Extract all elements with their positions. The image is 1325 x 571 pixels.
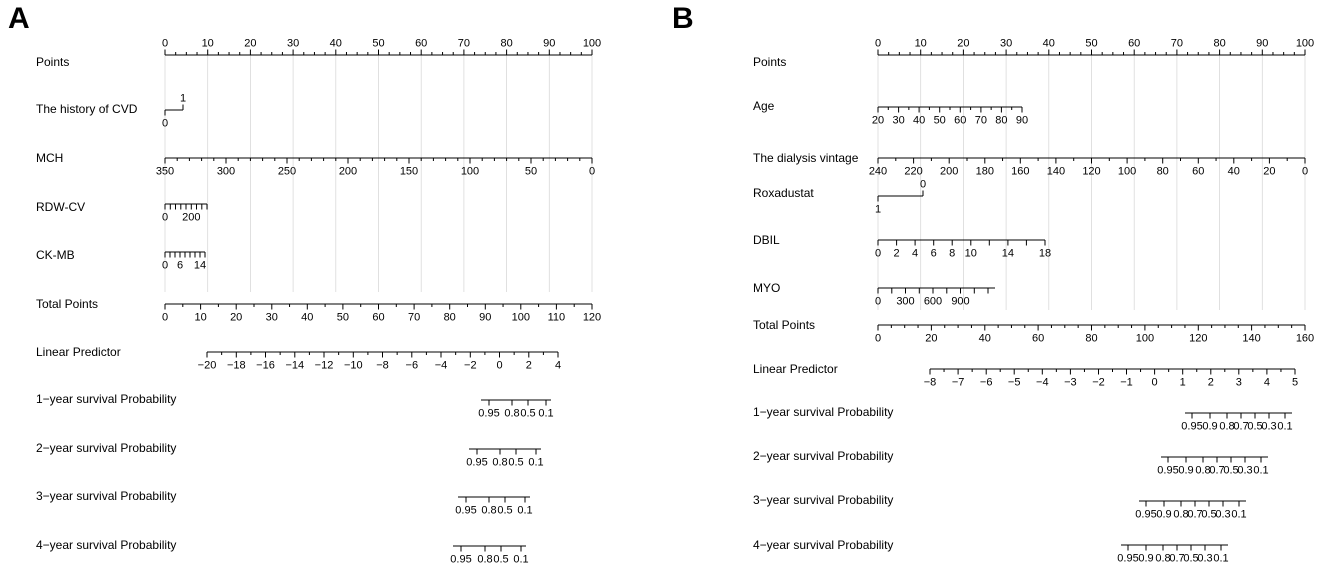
tick-label: 40 (329, 37, 342, 50)
row-label: Total Points (36, 297, 99, 311)
row-label: 4−year survival Probability (36, 538, 177, 552)
tick-label: 0 (874, 332, 882, 345)
tick-label: 200 (338, 165, 358, 178)
tick-label: 0.1 (1213, 552, 1229, 565)
row-label: 4−year survival Probability (753, 538, 894, 552)
tick-label: 8 (949, 247, 956, 260)
tick-label: 110 (547, 311, 566, 324)
tick-label: 60 (954, 114, 967, 127)
row-label: Points (753, 55, 787, 69)
tick-label: 0.1 (528, 456, 544, 469)
tick-label: 0.5 (1183, 552, 1199, 565)
tick-label: 0.8 (1195, 464, 1211, 477)
tick-label: −7 (951, 376, 965, 389)
row-label: MCH (36, 151, 64, 165)
tick-label: 0.5 (1223, 464, 1239, 477)
tick-label: 0.8 (1173, 508, 1189, 521)
tick-label: 0.8 (477, 553, 493, 566)
tick-label: 80 (500, 37, 513, 50)
tick-label: 0.95 (450, 553, 472, 566)
tick-label: 0 (161, 37, 169, 50)
row-label: RDW-CV (36, 200, 86, 214)
tick-label: 0.3 (1261, 420, 1277, 433)
tick-label: −1 (1120, 376, 1133, 389)
tick-label: 0.7 (1187, 508, 1203, 521)
row-label: Roxadustat (753, 186, 814, 200)
tick-label: 0.7 (1209, 464, 1225, 477)
tick-label: 20 (871, 114, 885, 127)
tick-label: 40 (912, 114, 926, 127)
tick-label: 70 (974, 114, 988, 127)
tick-label: 2 (525, 359, 532, 372)
tick-label: 20 (230, 311, 243, 324)
tick-label: 100 (1117, 165, 1137, 178)
tick-label: 600 (923, 295, 943, 308)
tick-label: 0 (161, 259, 169, 272)
tick-label: 0.7 (1233, 420, 1249, 433)
tick-label: 120 (1082, 165, 1101, 178)
panel-a (36, 38, 601, 566)
tick-label: 0.9 (1156, 508, 1172, 521)
tick-label: 70 (407, 311, 421, 324)
tick-label: −6 (979, 376, 993, 389)
tick-label: 0 (874, 37, 882, 50)
tick-label: 300 (216, 165, 236, 178)
tick-label: 50 (336, 311, 350, 324)
tick-label: 0.5 (1247, 420, 1263, 433)
tick-label: 1 (179, 92, 187, 105)
tick-label: 0 (919, 178, 927, 191)
tick-label: 60 (415, 37, 428, 50)
row-label: 3−year survival Probability (36, 489, 177, 503)
tick-label: 40 (978, 332, 991, 345)
tick-label: −5 (1007, 376, 1021, 389)
tick-label: 0.3 (1215, 508, 1231, 521)
row-label: MYO (753, 281, 781, 295)
tick-label: −4 (434, 359, 448, 372)
tick-label: 200 (182, 211, 201, 224)
row-label: 2−year survival Probability (36, 441, 177, 455)
row-label: Age (753, 99, 775, 113)
tick-label: 220 (904, 165, 923, 178)
tick-label: 60 (1031, 332, 1045, 345)
tick-label: 0.95 (455, 504, 477, 517)
tick-label: 20 (925, 332, 938, 345)
tick-label: 140 (1046, 165, 1066, 178)
tick-label: 0.9 (1178, 464, 1194, 477)
tick-label: 4 (554, 359, 562, 372)
tick-label: −8 (376, 359, 389, 372)
tick-label: 0 (161, 211, 169, 224)
tick-label: −3 (1064, 376, 1077, 389)
tick-label: 70 (1170, 37, 1184, 50)
tick-label: 0.8 (1219, 420, 1235, 433)
tick-label: 0 (588, 165, 596, 178)
tick-label: 0.5 (1201, 508, 1217, 521)
tick-label: 900 (951, 295, 970, 308)
tick-label: 80 (443, 311, 456, 324)
tick-label: 80 (995, 114, 1008, 127)
tick-label: 40 (1227, 165, 1240, 178)
tick-label: 6 (176, 259, 184, 272)
tick-label: 14 (193, 259, 207, 272)
tick-label: 0.95 (1157, 464, 1179, 477)
tick-label: 0.1 (1253, 464, 1269, 477)
tick-label: 0.95 (1135, 508, 1157, 521)
tick-label: 0.3 (1237, 464, 1253, 477)
tick-label: 20 (1263, 165, 1276, 178)
tick-label: 200 (940, 165, 959, 178)
tick-label: 20 (244, 37, 257, 50)
tick-label: 2 (1207, 376, 1214, 389)
tick-label: 0.5 (520, 407, 536, 420)
row-label: Total Points (753, 318, 816, 332)
tick-label: 100 (582, 37, 602, 50)
tick-label: 4 (1263, 376, 1270, 389)
tick-label: −6 (405, 359, 419, 372)
tick-label: 80 (1085, 332, 1098, 345)
tick-label: 5 (1291, 376, 1299, 389)
tick-label: 50 (1085, 37, 1098, 50)
tick-label: 100 (511, 311, 530, 324)
tick-label: −2 (1092, 376, 1105, 389)
tick-label: 30 (286, 37, 300, 50)
tick-label: 0 (161, 311, 169, 324)
tick-label: 40 (301, 311, 314, 324)
tick-label: −8 (923, 376, 937, 389)
tick-label: 0.1 (513, 553, 529, 566)
tick-label: −2 (464, 359, 477, 372)
panel-b-letter: B (672, 2, 694, 35)
tick-label: 60 (1192, 165, 1205, 178)
tick-label: 0 (161, 117, 169, 130)
tick-label: 140 (1242, 332, 1261, 345)
tick-label: 0.8 (481, 504, 497, 517)
tick-label: 90 (479, 311, 492, 324)
tick-label: 0 (874, 247, 882, 260)
tick-label: 0.8 (504, 407, 520, 420)
tick-label: 50 (524, 165, 538, 178)
row-label: Points (36, 55, 70, 69)
tick-label: 0 (1151, 376, 1158, 389)
tick-label: 0.5 (493, 553, 509, 566)
tick-label: 20 (957, 37, 970, 50)
tick-label: 0.9 (1138, 552, 1154, 565)
tick-label: 300 (896, 295, 915, 308)
tick-label: −14 (285, 359, 305, 372)
tick-label: 60 (1128, 37, 1141, 50)
tick-label: −4 (1036, 376, 1049, 389)
tick-label: 30 (999, 37, 1013, 50)
tick-label: 0.7 (1169, 552, 1185, 565)
tick-label: 0.1 (1231, 508, 1247, 521)
tick-label: 0 (874, 295, 882, 308)
tick-label: 0.1 (538, 407, 554, 420)
tick-label: 240 (868, 165, 888, 178)
tick-label: 350 (155, 165, 175, 178)
tick-label: 14 (1001, 247, 1015, 260)
tick-label: 160 (1295, 332, 1315, 345)
row-label: 3−year survival Probability (753, 493, 894, 507)
tick-label: 90 (543, 37, 556, 50)
tick-label: 120 (1189, 332, 1208, 345)
tick-label: −12 (314, 359, 334, 372)
tick-label: 4 (912, 247, 919, 260)
tick-label: 0.8 (1155, 552, 1171, 565)
tick-label: 30 (265, 311, 278, 324)
tick-label: −10 (343, 359, 363, 372)
tick-label: 10 (201, 37, 214, 50)
tick-label: 0 (496, 359, 503, 372)
tick-label: 10 (914, 37, 927, 50)
tick-label: 1 (874, 203, 882, 216)
tick-label: 0.5 (508, 456, 524, 469)
tick-label: −20 (197, 359, 217, 372)
tick-label: 3 (1235, 376, 1242, 389)
row-label: Linear Predictor (36, 345, 121, 359)
row-label: 1−year survival Probability (36, 392, 177, 406)
tick-label: 0.95 (466, 456, 488, 469)
tick-label: 0.5 (497, 504, 513, 517)
panel-a-letter: A (8, 2, 30, 35)
tick-label: 80 (1156, 165, 1169, 178)
tick-label: 180 (975, 165, 994, 178)
tick-label: 6 (930, 247, 937, 260)
tick-label: 90 (1256, 37, 1269, 50)
tick-label: 120 (582, 311, 602, 324)
tick-label: 0.9 (1202, 420, 1218, 433)
tick-label: 10 (194, 311, 207, 324)
tick-label: 80 (1213, 37, 1226, 50)
tick-label: 50 (372, 37, 385, 50)
row-label: 2−year survival Probability (753, 449, 894, 463)
tick-label: 250 (277, 165, 297, 178)
row-label: The history of CVD (36, 102, 138, 116)
row-label: CK-MB (36, 248, 75, 262)
tick-label: 0.1 (517, 504, 533, 517)
row-label: DBIL (753, 233, 780, 247)
tick-label: 0.95 (1117, 552, 1139, 565)
row-label: The dialysis vintage (753, 151, 859, 165)
tick-label: 60 (372, 311, 385, 324)
tick-label: 100 (1295, 37, 1315, 50)
tick-label: 2 (893, 247, 900, 260)
tick-label: 50 (933, 114, 946, 127)
tick-label: 70 (457, 37, 471, 50)
tick-label: 18 (1038, 247, 1052, 260)
tick-label: 100 (460, 165, 480, 178)
tick-label: 0.8 (492, 456, 508, 469)
tick-label: 0.95 (1181, 420, 1203, 433)
tick-label: 150 (399, 165, 419, 178)
tick-label: 90 (1015, 114, 1029, 127)
tick-label: 100 (1135, 332, 1155, 345)
row-label: Linear Predictor (753, 362, 838, 376)
tick-label: −16 (256, 359, 275, 372)
row-label: 1−year survival Probability (753, 405, 894, 419)
panel-b (753, 38, 1314, 565)
tick-label: 10 (964, 247, 977, 260)
tick-label: 0.3 (1197, 552, 1213, 565)
tick-label: 40 (1042, 37, 1055, 50)
tick-label: 0.95 (478, 407, 500, 420)
tick-label: 30 (892, 114, 905, 127)
tick-label: 160 (1011, 165, 1030, 178)
tick-label: −18 (226, 359, 246, 372)
tick-label: 1 (1179, 376, 1186, 389)
tick-label: 0.1 (1277, 420, 1293, 433)
tick-label: 0 (1301, 165, 1309, 178)
